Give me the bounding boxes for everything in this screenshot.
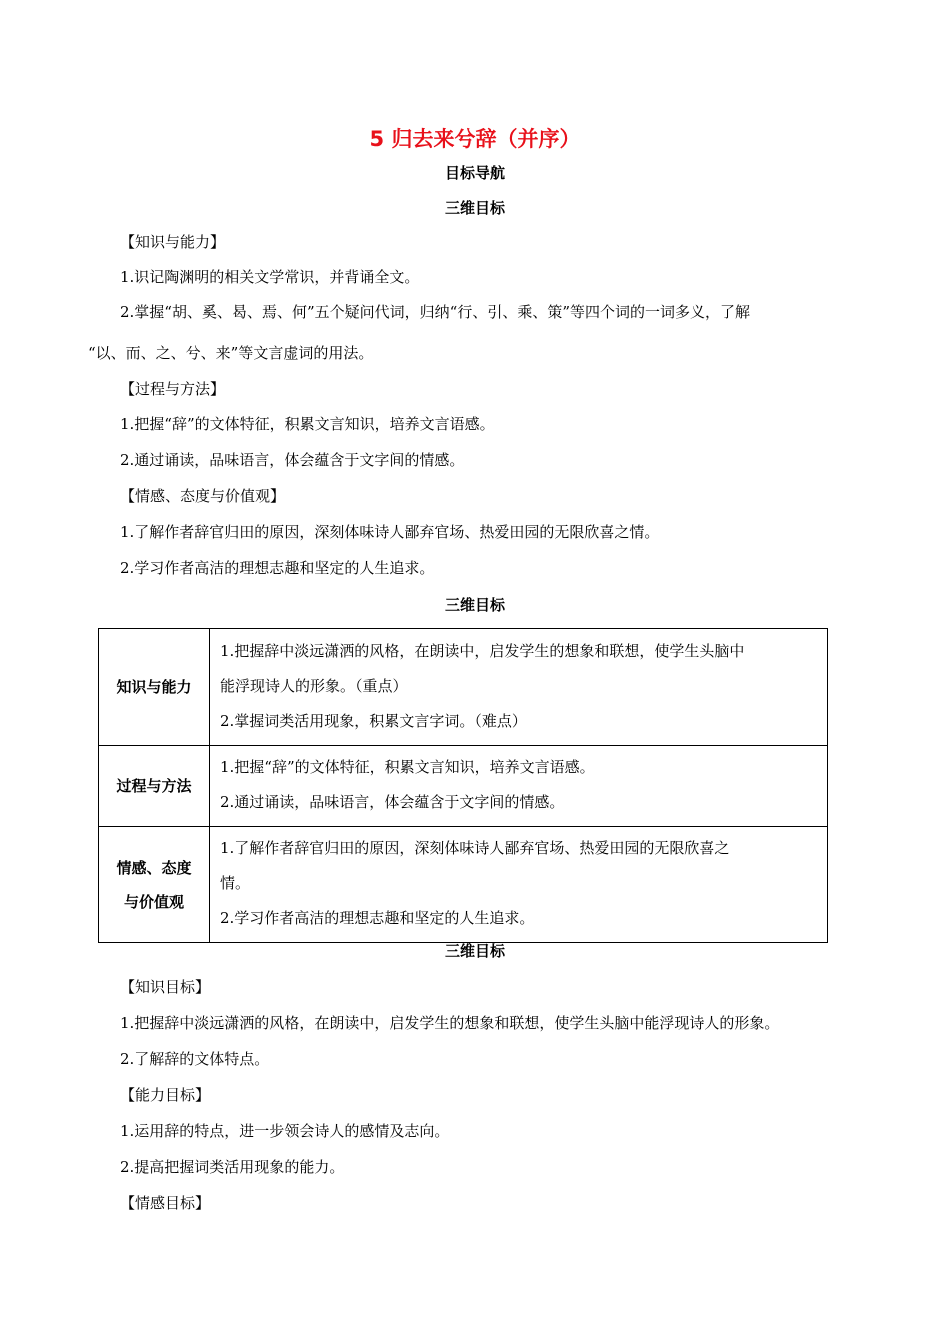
row-label-line: 知识与能力 bbox=[116, 678, 192, 696]
row-label-line: 情感、态度 bbox=[116, 858, 192, 877]
section1-item: 1.把握“辞”的文体特征，积累文言知识，培养文言语感。 bbox=[120, 415, 495, 433]
section3-group-label: 【知识目标】 bbox=[120, 978, 211, 996]
row-content-line: 2.学习作者高洁的理想志趣和坚定的人生追求。 bbox=[220, 909, 535, 927]
nav-heading: 目标导航 bbox=[444, 164, 505, 182]
section1-heading: 三维目标 bbox=[444, 199, 505, 217]
row-content-line: 1.把握辞中淡远潇洒的风格，在朗读中，启发学生的想象和联想，使学生头脑中 bbox=[220, 641, 745, 660]
row-label bbox=[99, 746, 210, 827]
row-label bbox=[99, 827, 210, 943]
section3-group-label: 【情感目标】 bbox=[120, 1194, 211, 1212]
table-row bbox=[99, 629, 828, 746]
table-row bbox=[99, 746, 828, 827]
section3-item: 1.运用辞的特点，进一步领会诗人的感情及志向。 bbox=[120, 1122, 450, 1140]
section1-item: 2.通过诵读，品味语言，体会蕴含于文字间的情感。 bbox=[120, 451, 465, 469]
section1-item: 2.学习作者高洁的理想志趣和坚定的人生追求。 bbox=[120, 559, 435, 577]
row-content-line: 2.通过诵读，品味语言，体会蕴含于文字间的情感。 bbox=[220, 793, 565, 811]
row-label-line: 与价值观 bbox=[123, 892, 184, 911]
section1-item: 1.识记陶渊明的相关文学常识，并背诵全文。 bbox=[120, 268, 420, 286]
section1-group-label: 【情感、态度与价值观】 bbox=[120, 487, 286, 505]
section1-item: “以、而、之、兮、来”等文言虚词的用法。 bbox=[88, 344, 374, 362]
section3-item: 1.把握辞中淡远潇洒的风格，在朗读中，启发学生的想象和联想，使学生头脑中能浮现诗人的形象。 bbox=[120, 1014, 780, 1032]
section1-group-label: 【过程与方法】 bbox=[120, 380, 226, 398]
section1-group-label: 【知识与能力】 bbox=[120, 233, 226, 251]
page-title: 5 归去来兮辞（并序） bbox=[369, 127, 581, 151]
row-label-line: 过程与方法 bbox=[116, 777, 192, 795]
section3-heading: 三维目标 bbox=[444, 942, 505, 960]
row-content-line: 2.掌握词类活用现象，积累文言字词。（难点） bbox=[220, 711, 527, 730]
section2-heading: 三维目标 bbox=[444, 596, 505, 614]
row-content-line: 1.把握“辞”的文体特征，积累文言知识，培养文言语感。 bbox=[220, 758, 595, 776]
row-content bbox=[210, 827, 828, 943]
row-content-line: 能浮现诗人的形象。（重点） bbox=[220, 676, 408, 695]
section3-group-label: 【能力目标】 bbox=[120, 1086, 211, 1104]
row-content bbox=[210, 629, 828, 746]
table-row bbox=[99, 827, 828, 943]
goals-table bbox=[98, 628, 828, 943]
row-content-line: 1.了解作者辞官归田的原因，深刻体味诗人鄙弃官场、热爱田园的无限欣喜之 bbox=[220, 839, 730, 857]
row-content-line: 情。 bbox=[220, 874, 251, 892]
section1-item: 2.掌握“胡、奚、曷、焉、何”五个疑问代词，归纳“行、引、乘、策”等四个词的一词多义，了解 bbox=[120, 303, 750, 321]
row-label bbox=[99, 629, 210, 746]
row-content bbox=[210, 746, 828, 827]
section3-item: 2.提高把握词类活用现象的能力。 bbox=[120, 1158, 345, 1176]
section1-item: 1.了解作者辞官归田的原因，深刻体味诗人鄙弃官场、热爱田园的无限欣喜之情。 bbox=[120, 523, 660, 541]
section3-item: 2.了解辞的文体特点。 bbox=[120, 1050, 270, 1068]
